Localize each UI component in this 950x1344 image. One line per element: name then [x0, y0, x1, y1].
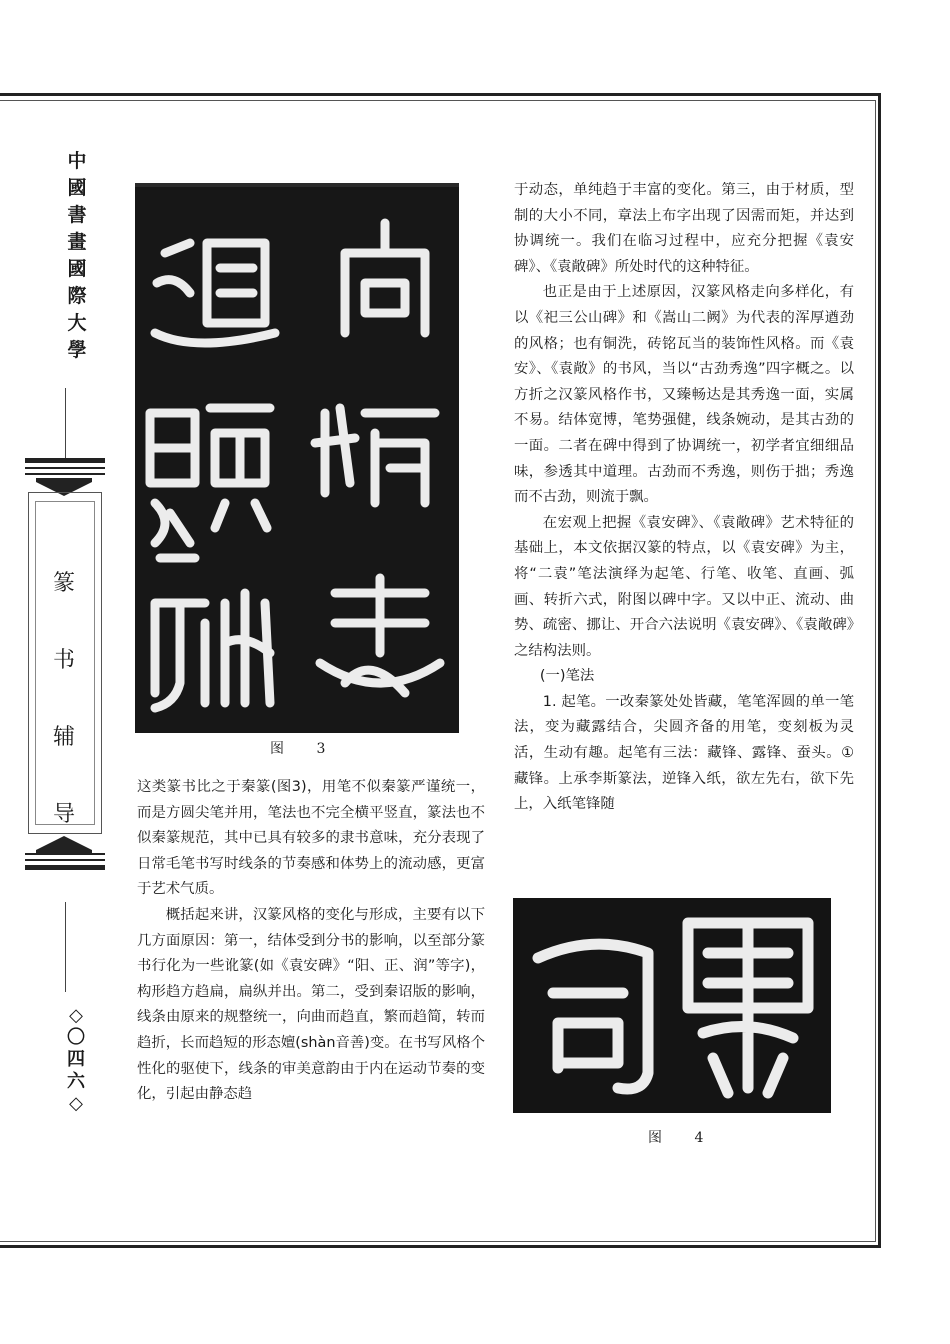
paragraph: 在宏观上把握《袁安碑》、《袁敞碑》艺术特征的基础上，本文依据汉篆的特点，以《袁安碑》为主，将“二袁”笔法演绎为起笔、行笔、收笔、直画、弧画、转折六式，附图以碑中字。又以中正、流动、曲势、疏密、挪让、开合六法说明《袁安碑》、《袁敞碑》之结构法则。: [514, 514, 854, 659]
title-char: 學: [67, 339, 87, 361]
title-char: 際: [67, 285, 87, 307]
page-digit: 四: [67, 1049, 85, 1070]
title-char: 畫: [67, 231, 87, 253]
figure-4-rubbing: [513, 898, 831, 1113]
title-char: 國: [67, 258, 87, 280]
bottom-bars: [25, 853, 105, 874]
section-label: [40, 545, 88, 853]
top-bars: [25, 458, 105, 479]
page-number: [58, 1005, 94, 1115]
paragraph: 也正是由于上述原因，汉篆风格走向多样化，有以《祀三公山碑》和《嵩山二阙》为代表的浑厚遒劲的风格；也有铜洗，砖铭瓦当的装饰性风格。而《袁安》、《袁敞》的书风，当以“古劲秀逸”四字概之。以方折之汉篆风格作书，又臻畅达是其秀逸一面，实属不易。结体宽博，笔势强健，线条婉动，是其古劲的一面。二者在碑中得到了协调统一，初学者宜细细品味，参透其中道理。古劲而不秀逸，则伤于拙；秀逸而不古劲，则流于飘。: [514, 284, 854, 506]
right-column-text: [514, 178, 854, 818]
section-char: 辅: [52, 725, 75, 750]
ornament-bottom: [36, 836, 92, 854]
left-column-text: [137, 775, 485, 1108]
title-char: 大: [67, 312, 87, 334]
figure-3-caption: 图 3: [270, 741, 340, 757]
diamond-glyph: ◇: [69, 1093, 83, 1114]
diamond-glyph: ◇: [69, 1005, 83, 1026]
paragraph: 1. 起笔。一改秦篆处处皆藏，笔笔浑圆的单一笔法，变为藏露结合，尖圆齐备的用笔，变刻板为灵活，生动有趣。起笔有三法：藏锋、露锋、蚕头。①藏锋。上承李斯篆法，逆锋入纸，欲左先右，欲下先上，入纸笔锋随: [514, 693, 854, 813]
paragraph: 于动态，单纯趋于丰富的变化。第三，由于材质，型制的大小不同，章法上布字出现了因需而矩，并达到协调统一。我们在临习过程中，应充分把握《袁安碑》、《袁敞碑》所处时代的这种特征。: [514, 182, 854, 275]
divider-line: [65, 388, 66, 458]
rubbing-strokes-4: [513, 898, 831, 1113]
figure-3-rubbing: [135, 183, 459, 733]
journal-title: [62, 148, 92, 364]
section-char: 书: [52, 648, 75, 673]
rubbing-strokes-3: [135, 183, 459, 733]
section-char: 篆: [52, 571, 75, 596]
paragraph: 这类篆书比之于秦篆(图3)，用笔不似秦篆严谨统一，而是方圆尖笔并用，笔法也不完全横平竖直，篆法也不似秦篆规范，其中已具有较多的隶书意味，充分表现了日常毛笔书写时线条的节奏感和体势上的流动感，更富于艺术气质。: [137, 779, 485, 898]
divider-line: [65, 902, 66, 992]
page-digit: 〇: [67, 1027, 85, 1048]
title-char: 書: [67, 204, 87, 226]
figure-4-caption: 图 4: [648, 1130, 718, 1146]
page-digit: 六: [67, 1071, 85, 1092]
paragraph: 概括起来讲，汉篆风格的变化与形成，主要有以下几方面原因：第一，结体受到分书的影响，以至部分篆书行化为一些讹篆(如《袁安碑》“阳、正、润”等字)，构形趋方趋扁，扁纵并出。第二，受到秦诏版的影响，线条由原来的规整统一，向曲而趋直，繁而趋简，转而趋折，长而趋短的形态嬗(shàn音善)变。在书写风格个性化的驱使下，线条的审美意韵由于内在运动节奏的变化，引起由静态趋: [137, 906, 485, 1103]
section-char: 导: [52, 802, 75, 827]
section-heading: (一)笔法: [539, 668, 595, 685]
title-char: 國: [67, 177, 87, 199]
title-char: 中: [67, 150, 87, 172]
